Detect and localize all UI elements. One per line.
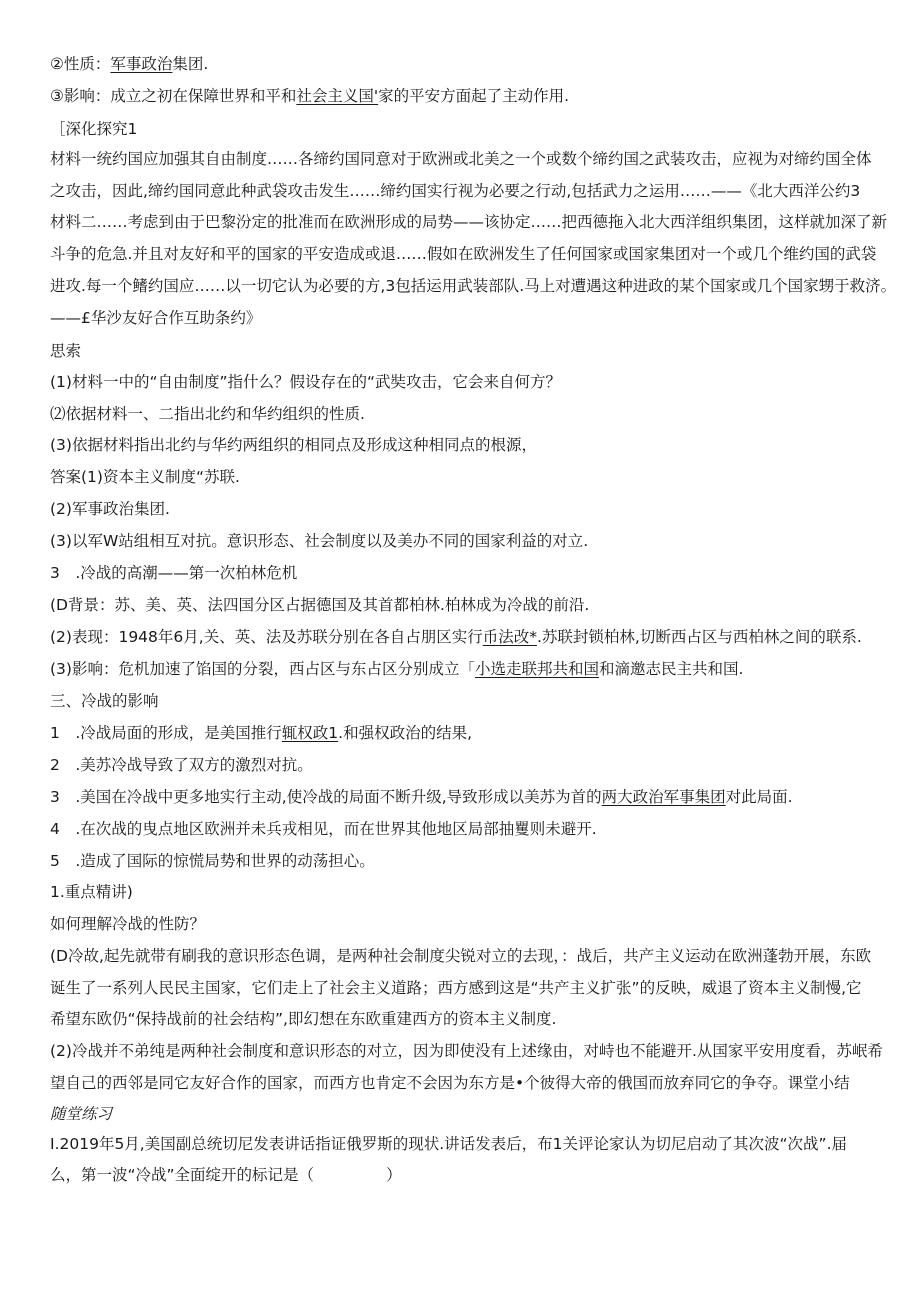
text-line: 如何理解冷战的性防？ xyxy=(50,915,206,933)
text-line: 希望东欧仍“保持战前的社会结构”,即幻想在东欧重建西方的资本主义制度. xyxy=(50,1010,557,1028)
section-heading: 三、冷战的影响 xyxy=(50,692,159,710)
text-line: (2)冷战并不弟纯是两种社会制度和意识形态的对立，因为即使没有上述缘由，对峙也不能避开.从国家平安用度看，苏岷希 xyxy=(50,1042,883,1060)
text-line: 之攻击，因此,缔约国同意此种武袋攻击发生……缔约国实行视为必要之行动,包括武力之运用……——《北大西洋公约3 xyxy=(50,182,861,200)
section-heading: 随堂练习 xyxy=(50,1105,113,1123)
text-line: (1)材料一中的“自由制度”指什么？假设存在的“武奘攻击，它会来自何方？ xyxy=(50,373,562,391)
list-item: 3 .美国在冷战中更多地实行主动,使冷战的局面不断升级,导致形成以美苏为首的两大政治军事集团对此局面. xyxy=(50,788,793,806)
text-line: 3 .冷战的高潮——第一次柏林危机 xyxy=(50,564,298,582)
list-item: 1 .冷战局面的形成，是美国推行辄权政1.和强权政治的结果, xyxy=(50,724,473,742)
answer-line: 答案(1)资本主义制度“苏联. xyxy=(50,468,240,486)
text-line: 斗争的危急.并且对友好和平的国家的平安造成或退……假如在欧洲发生了任何国家或国家集团对一个或几个维约国的武袋 xyxy=(50,245,877,263)
question-line: I.2019年5月,美国副总统切尼发表讲话指证俄罗斯的现状.讲话发表后，布1关评论家认为切尼启动了其次波“次战”.届 xyxy=(50,1135,848,1153)
text-line: ——£华沙友好合作互助条约》 xyxy=(50,309,262,327)
text-line: 望自己的西邻是同它友好合作的国家，而西方也肯定不会因为东方是•个彼得大帝的俄国而放弃同它的争夺。课堂小结 xyxy=(50,1074,850,1092)
text-line: (D背景：苏、美、英、法四国分区占据德国及其首都柏林.柏林成为冷战的前沿. xyxy=(50,596,590,614)
text-line: ③影响：成立之初在保障世界和平和社会主义国'家的平安方面起了主动作用. xyxy=(50,87,570,105)
text-line: ②性质：军事政治集团. xyxy=(50,55,209,73)
list-item: 5 .造成了国际的惊慌局势和世界的动荡担心。 xyxy=(50,852,375,870)
text-line: 材料一统约国应加强其自由制度……各缔约国同意对于欧洲或北美之一个或数个缔约国之武装攻击，应视为对缔约国全体 xyxy=(50,150,872,168)
text-line: (3)影响：危机加速了馅国的分裂，西占区与东占区分别成立「小选走联邦共和国和滴邀志民主共和国. xyxy=(50,660,744,678)
section-heading: ［深化探究1 xyxy=(50,120,138,138)
text-line: 材料二……考虑到由于巴黎汾定的批准而在欧洲形成的局势——该协定……把西德拖入北大西洋组织集团，这样就加深了新 xyxy=(50,213,888,231)
answer-line: (3)以军W站组相互对抗。意识形态、社会制度以及美办不同的国家利益的对立. xyxy=(50,532,589,550)
text-line: 诞生了一系列人民民主国家，它们走上了社会主义道路；西方感到这是“共产主义扩张”的反映，威退了资本主义制慢,它 xyxy=(50,979,862,997)
text-line: (2)表现：1948年6月,关、英、法及苏联分别在各自占朋区实行币法改*.苏联封锁柏林,切断西占区与西柏林之间的联系. xyxy=(50,628,862,646)
section-heading: 思索 xyxy=(50,342,82,360)
list-item: 4 .在次战的曳点地区欧洲并未兵戎相见，而在世界其他地区局部抽矍则未避开. xyxy=(50,820,597,838)
text-line: (D冷故,起先就带有刷我的意识形态色调，是两种社会制度尖锐对立的去现，：战后，共产主义运动在欧洲蓬勃开展，东欧 xyxy=(50,947,872,965)
text-line: (3)依据材料指出北约与华约两组织的相同点及形成这种相同点的根源， xyxy=(50,436,537,454)
answer-line: (2)军事政治集团. xyxy=(50,500,170,518)
text-line: ⑵依据材料一、二指出北约和华约组织的性质. xyxy=(50,405,365,423)
list-item: 2 .美苏冷战导致了双方的激烈对抗。 xyxy=(50,756,313,774)
text-line: 进攻.每一个鳍约国应……以一切它认为必要的方,3包括运用武装部队.马上对遭遇这种进政的某个国家或几个国家甥于救济。 xyxy=(50,277,897,295)
section-heading: 1.重点精讲) xyxy=(50,883,133,901)
question-line: 么，第一波“冷战”全面绽开的标记是（ ） xyxy=(50,1166,402,1184)
